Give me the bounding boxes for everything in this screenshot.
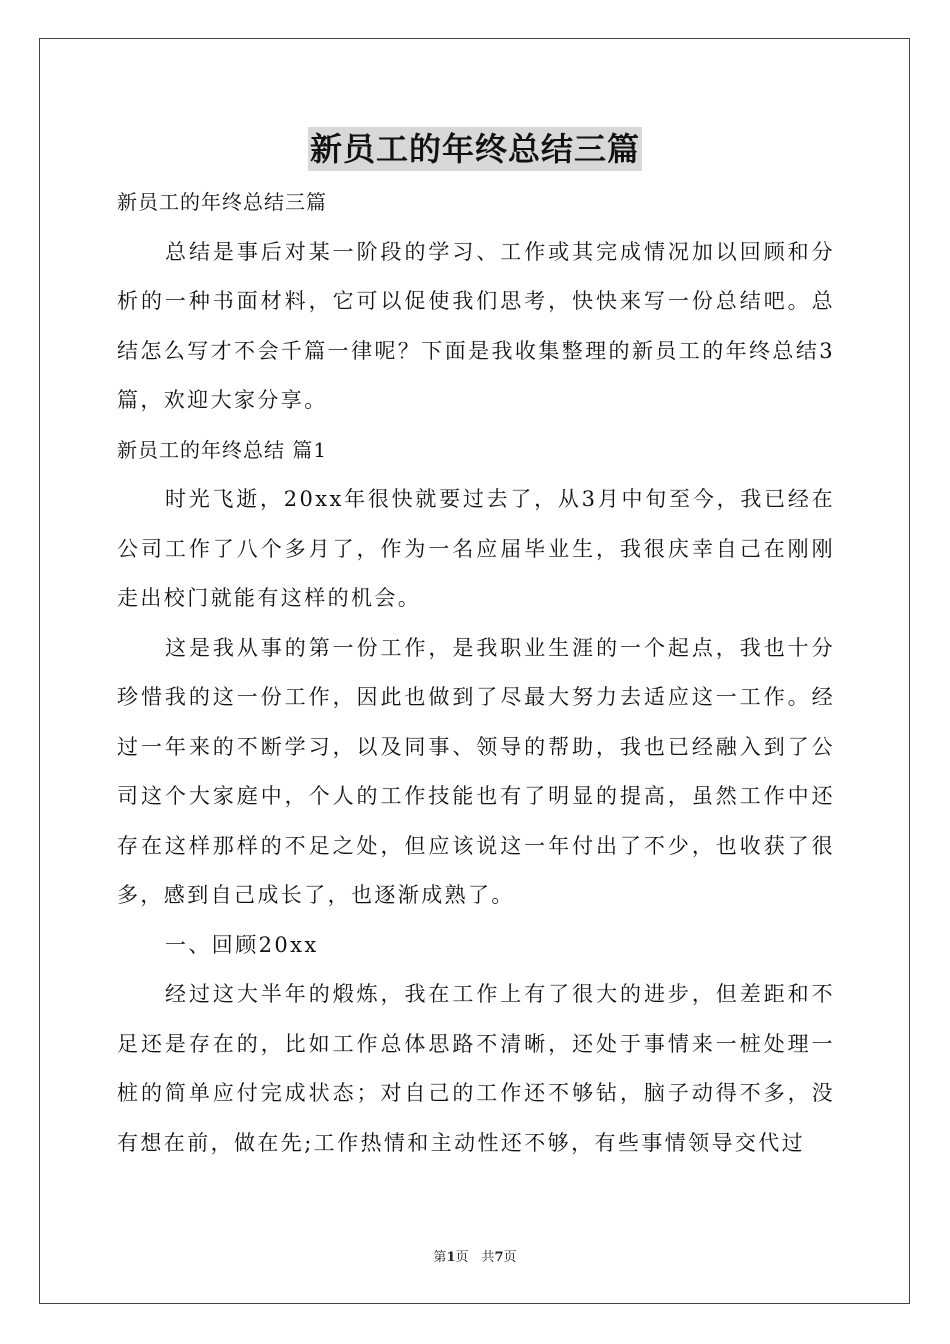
intro-paragraph: 总结是事后对某一阶段的学习、工作或其完成情况加以回顾和分析的一种书面材料，它可以促使我们思考，快快来写一份总结吧。总结怎么写才不会千篇一律呢？下面是我收集整理的新员工的年终总结3篇，欢迎大家分享。 [117, 239, 835, 412]
title-area [0, 127, 950, 171]
document-body [117, 178, 835, 1168]
body-paragraph-1: 时光飞逝，20xx年很快就要过去了，从3月中旬至今，我已经在公司工作了八个多月了，作为一名应届毕业生，我很庆幸自己在刚刚走出校门就能有这样的机会。 [117, 487, 835, 610]
section-heading: 新员工的年终总结 篇1 [117, 437, 328, 462]
document-subtitle: 新员工的年终总结三篇 [117, 190, 327, 214]
page-prefix: 第 [433, 1250, 447, 1265]
page-mid: 页 共 [455, 1250, 495, 1265]
total-page-number: 7 [494, 1250, 504, 1265]
sub-heading: 一、回顾20xx [165, 932, 319, 957]
document-title: 新员工的年终总结三篇 [308, 127, 642, 171]
body-paragraph-2: 这是我从事的第一份工作，是我职业生涯的一个起点，我也十分珍惜我的这一份工作，因此也做到了尽最大努力去适应这一工作。经过一年来的不断学习，以及同事、领导的帮助，我也已经融入到了公司这个大家庭中，个人的工作技能也有了明显的提高，虽然工作中还存在这样那样的不足之处，但应该说这一年付出了不少，也收获了很多，感到自己成长了，也逐渐成熟了。 [117, 635, 835, 907]
body-paragraph-3: 经过这大半年的煅炼，我在工作上有了很大的进步，但差距和不足还是存在的，比如工作总体思路不清晰，还处于事情来一桩处理一桩的简单应付完成状态；对自己的工作还不够钻，脑子动得不多，没有想在前，做在先;工作热情和主动性还不够，有些事情领导交代过 [117, 982, 835, 1155]
page-footer [0, 1246, 950, 1265]
page-suffix: 页 [503, 1250, 517, 1265]
current-page-number: 1 [446, 1250, 456, 1265]
